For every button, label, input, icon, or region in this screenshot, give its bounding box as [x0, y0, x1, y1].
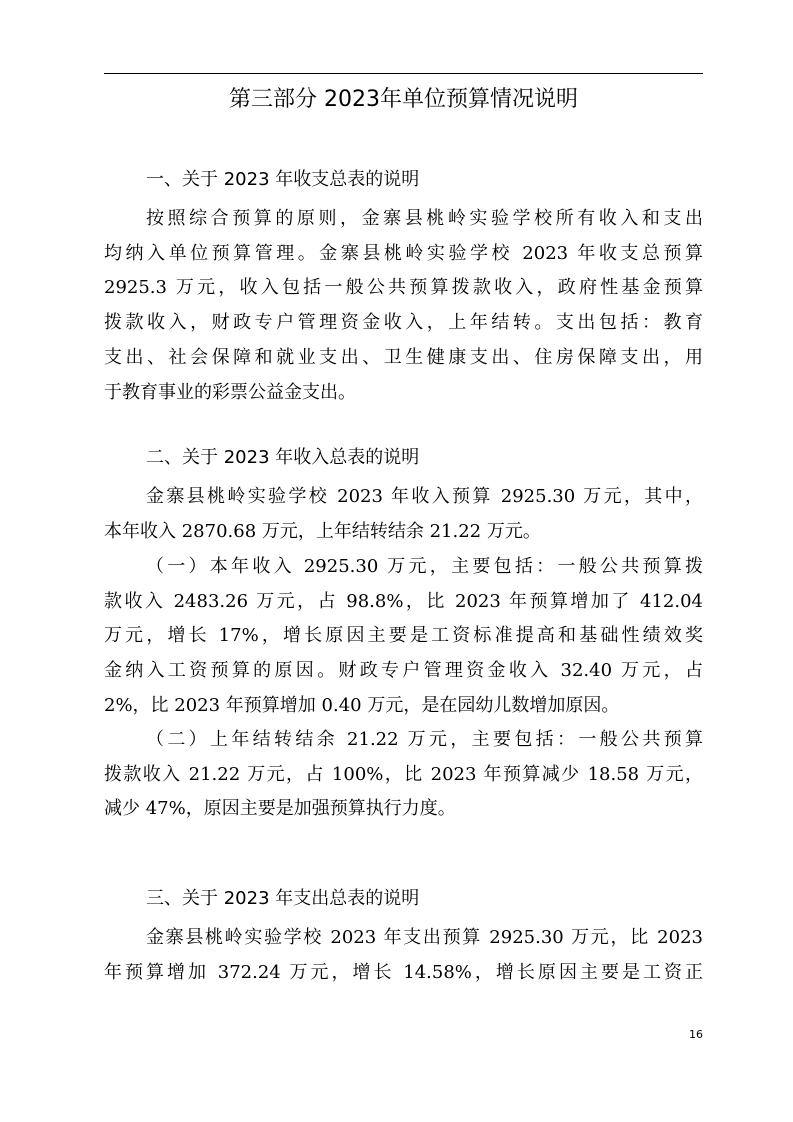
- page-title: 第三部分 2023年单位预算情况说明: [229, 87, 578, 112]
- paragraph-line: 2925.3 万元，收入包括一般公共预算拨款收入，政府性基金预算: [104, 277, 703, 299]
- paragraph-line: 拨款收入 21.22 万元，占 100%，比 2023 年预算减少 18.58 万元，: [104, 763, 703, 785]
- paragraph-line: （一）本年收入 2925.30 万元，主要包括：一般公共预算拨: [146, 556, 703, 577]
- page-number: 16: [689, 1028, 703, 1041]
- paragraph-line: 金寨县桃岭实验学校 2023 年支出预算 2925.30 万元，比 2023: [146, 927, 703, 948]
- paragraph-line: 均纳入单位预算管理。金寨县桃岭实验学校 2023 年收支总预算: [104, 242, 703, 264]
- section-heading-income-expense-summary: 一、关于 2023 年收支总表的说明: [146, 169, 420, 190]
- paragraph-current-year-income: [104, 550, 703, 724]
- paragraph-line: 支出、社会保障和就业支出、卫生健康支出、住房保障支出，用: [104, 346, 703, 368]
- paragraph-income-overview: [104, 480, 703, 549]
- paragraph-carryover-balance: [104, 723, 703, 827]
- paragraph-line: 减少 47%，原因主要是加强预算执行力度。: [104, 798, 456, 820]
- paragraph-line: 年预算增加 372.24 万元，增长 14.58%，增长原因主要是工资正: [104, 961, 703, 983]
- paragraph-line: 万元，增长 17%，增长原因主要是工资标准提高和基础性绩效奖: [104, 625, 703, 647]
- paragraph-line: 2%，比 2023 年预算增加 0.40 万元，是在园幼儿数增加原因。: [104, 694, 620, 716]
- paragraph-line: 本年收入 2870.68 万元，上年结转结余 21.22 万元。: [104, 520, 541, 542]
- section-heading-income-summary: 二、关于 2023 年收入总表的说明: [146, 447, 420, 468]
- paragraph-income-expense-summary: [104, 202, 703, 410]
- paragraph-line: 金寨县桃岭实验学校 2023 年收入预算 2925.30 万元，其中，: [146, 486, 703, 507]
- paragraph-line: 于教育事业的彩票公益金支出。: [104, 381, 356, 403]
- paragraph-line: 拨款收入，财政专户管理资金收入，上年结转。支出包括：教育: [104, 312, 703, 334]
- paragraph-line: （二）上年结转结余 21.22 万元，主要包括：一般公共预算: [146, 729, 703, 750]
- paragraph-line: 款收入 2483.26 万元，占 98.8%，比 2023 年预算增加了 412.04: [104, 590, 703, 612]
- paragraph-line: 金纳入工资预算的原因。财政专户管理资金收入 32.40 万元，占: [104, 660, 703, 682]
- section-heading-expense-summary: 三、关于 2023 年支出总表的说明: [146, 888, 420, 909]
- header-rule: [104, 73, 703, 74]
- paragraph-expense-overview: [104, 921, 703, 990]
- paragraph-line: 按照综合预算的原则，金寨县桃岭实验学校所有收入和支出: [146, 208, 703, 229]
